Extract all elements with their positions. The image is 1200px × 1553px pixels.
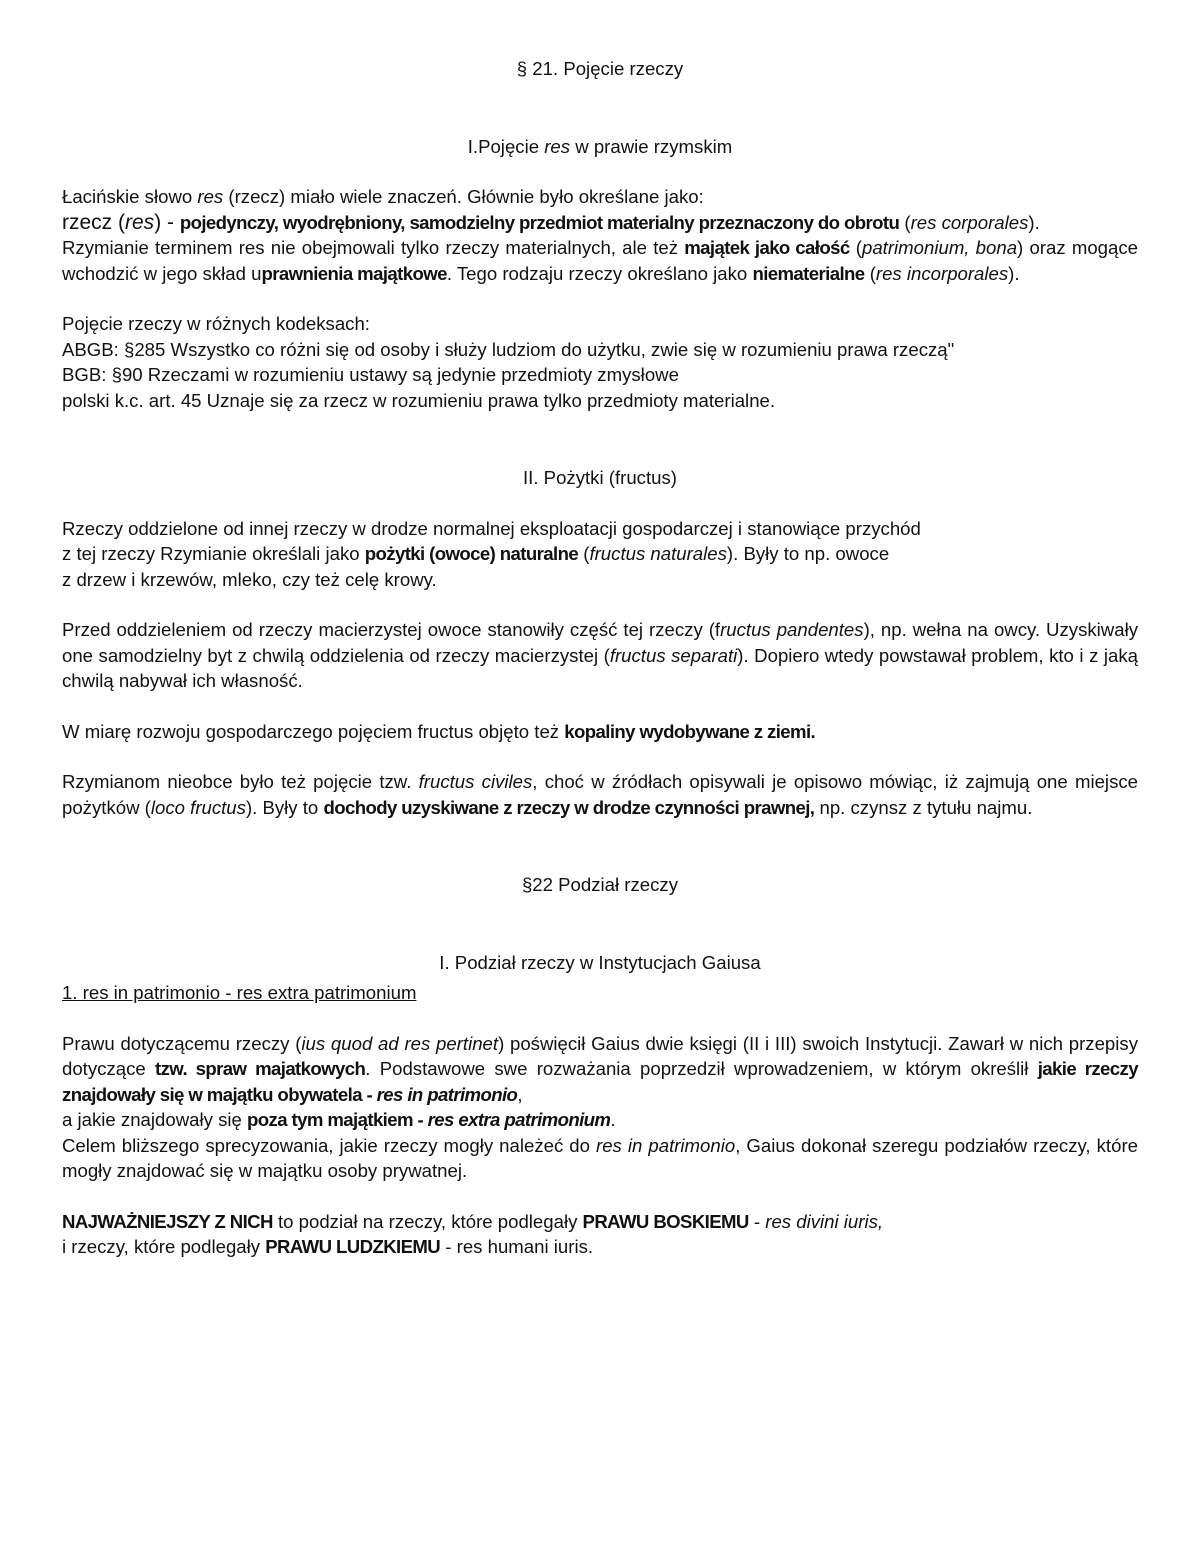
section-22-title: §22 Podział rzeczy — [521, 874, 679, 895]
section-21-title: § 21. Pojęcie rzeczy — [516, 58, 684, 79]
code-kc: polski k.c. art. 45 Uznaje się za rzecz w rozumieniu prawa tylko przedmioty materialne. — [62, 389, 776, 411]
paragraph-instytucje: Prawu dotyczącemu rzeczy (ius quod ad res pertinet) poświęcił Gaius dwie księgi (II i III) swoich Instytucji. Zawarł w nich przepisy dotyczące tzw. spraw majatkowych. Podstawowe swe rozważania poprzedził wprowadzeniem, w którym określił jakie rzeczy znajdowały się w majątku obywatela - res in patrimonio, — [62, 1032, 1138, 1105]
paragraph-res-scope: Rzymianie terminem res nie obejmowali tylko rzeczy materialnych, ale też majątek jako całość (patrimonium, bona) oraz mogące wchodzić w jego skład uprawnienia majątkowe. Tego rodzaju rzeczy określano jako niematerialne (res incorporales). — [62, 237, 1138, 284]
paragraph-fructus-separati: Przed oddzieleniem od rzeczy macierzystej owoce stanowiły część tej rzeczy (fructus pandentes), np. wełna na owcy. Uzyskiwały one samodzielny byt z chwilą oddzielenia od rzeczy macierzystej (fructus separati). Dopiero wtedy powstawał problem, kto i z jaką chwilą nabywał ich własność. — [62, 619, 1139, 691]
heading-podzial-gaiusa: I. Podział rzeczy w Instytucjach Gaiusa — [439, 951, 761, 973]
item-res-in-patrimonio: 1. res in patrimonio - res extra patrimonium — [62, 982, 417, 1003]
paragraph-kopaliny: W miarę rozwoju gospodarczego pojęciem fructus objęto też kopaliny wydobywane z ziemi. — [62, 720, 816, 742]
paragraph-fructus-civiles: Rzymianom nieobce było też pojęcie tzw. fructus civiles, choć w źródłach opisywali je opisowo mówiąc, iż zajmują one miejsce pożytków (loco fructus). Były to dochody uzyskiwane z rzeczy w drodze czynności prawnej, np. czynsz z tytułu najmu. — [62, 771, 1138, 818]
code-abgb: ABGB: §285 Wszystko co różni się od osoby i służy ludziom do użytku, zwie się w rozumieniu prawa rzeczą" — [62, 338, 955, 360]
paragraph-extra-patrimonium: a jakie znajdowały się poza tym majątkiem - res extra patrimonium. — [62, 1109, 616, 1130]
paragraph-pozytki-naturalne: Rzeczy oddzielone od innej rzeczy w drodze normalnej eksploatacji gospodarczej i stanowiące przychód z tej rzeczy Rzymianie określali jako pożytki (owoce) naturalne (fructus naturales). Były to np. owoce z drzew i krzewów, mleko, czy też celę krowy. — [62, 517, 921, 590]
codes-intro: Pojęcie rzeczy w różnych kodeksach: — [62, 313, 370, 334]
paragraph-res-definition: Łacińskie słowo res (rzecz) miało wiele znaczeń. Głównie było określane jako: rzecz (res) - pojedynczy, wyodrębniony, samodzielny przedmiot materialny przeznaczony do obrotu (res corporales). — [62, 186, 1040, 234]
paragraph-podzialy: Celem bliższego sprecyzowania, jakie rzeczy mogły należeć do res in patrimonio, Gaius dokonał szeregu podziałów rzeczy, które mogły znajdować się w majątku osoby prywatnej. — [62, 1134, 1138, 1181]
heading-pozytki: II. Pożytki (fructus) — [523, 467, 677, 488]
code-bgb: BGB: §90 Rzeczami w rozumieniu ustawy są jedynie przedmioty zmysłowe — [62, 364, 679, 385]
paragraph-najwazniejszy: NAJWAŻNIEJSZY Z NICH to podział na rzeczy, które podlegały PRAWU BOSKIEMU - res divini iuris, i rzeczy, które podlegały PRAWU LUDZKIEMU - res humani iuris. — [62, 1210, 884, 1257]
heading-pojecie-res: I.Pojęcie res w prawie rzymskim — [467, 135, 733, 157]
